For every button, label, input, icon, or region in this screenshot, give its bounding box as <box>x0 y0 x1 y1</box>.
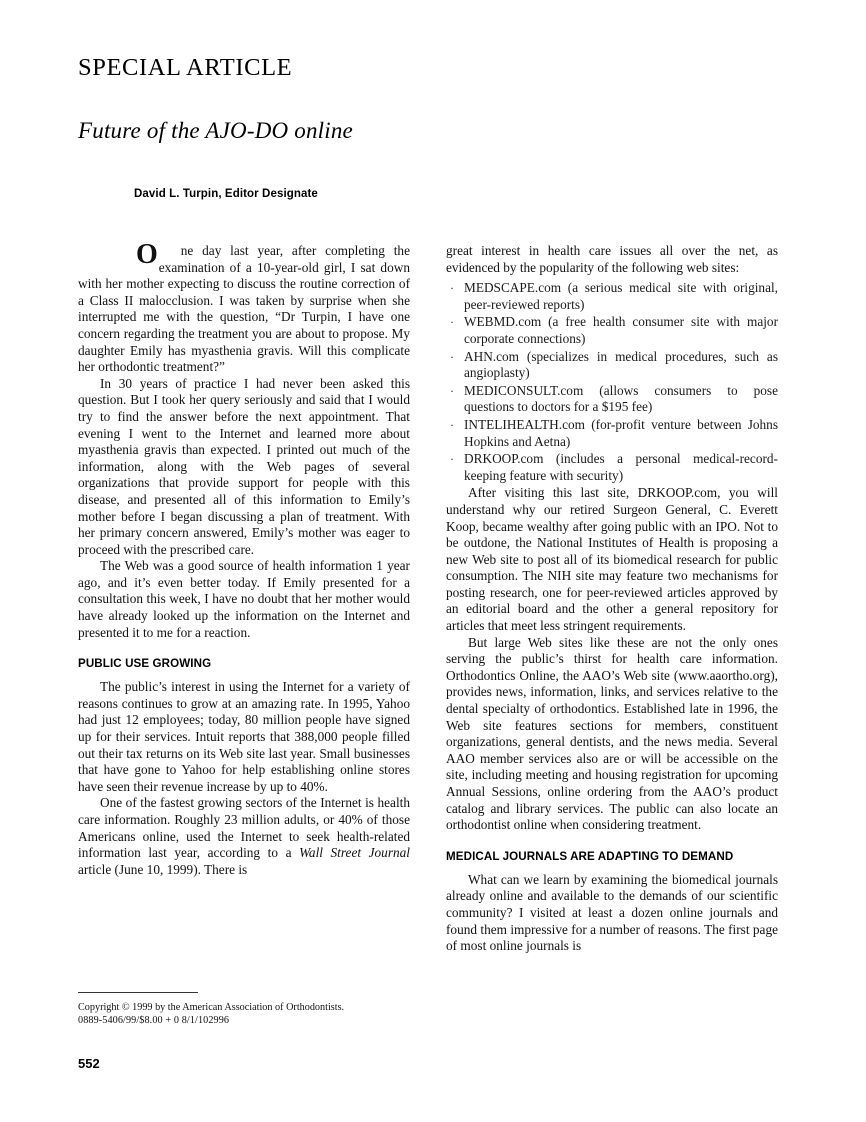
paragraph-with-citation <box>78 795 410 878</box>
article-title: Future of the AJO-DO online <box>78 118 353 143</box>
paragraph: great interest in health care issues all over the net, as evidenced by the popularity of the following web sites: <box>446 243 778 275</box>
article-header <box>78 48 778 200</box>
paragraph-opening-text: ne day last year, after completing the examination of a 10-year-old girl, I sat down with her mother expecting to discuss the routine correction of a Class II malocclusion. I was taken by surprise when she interrupted me with the question, “Dr Turpin, I have one concern regarding the treatment you are about to propose. My daughter Emily has myasthenia gravis. Will this complicate her orthodontic treatment?” <box>78 243 410 375</box>
paragraph-text-b: article (June 10, 1999). There is <box>78 861 248 877</box>
copyright-text: Copyright © 1999 by the American Association of Orthodontists. <box>78 1002 345 1013</box>
subheading-public-use-growing: PUBLIC USE GROWING <box>78 657 212 671</box>
list-item <box>446 349 778 382</box>
bullet-icon: · <box>450 281 454 296</box>
list-item <box>446 314 778 347</box>
list-item-label: MEDICONSULT.com (allows consumers to pose questions to doctors for a $195 fee) <box>464 382 778 415</box>
list-item <box>446 383 778 416</box>
issn-text: 0889-5406/99/$8.00 + 0 8/1/102996 <box>78 1015 230 1026</box>
bullet-icon: · <box>450 383 454 398</box>
author-byline: David L. Turpin, Editor Designate <box>134 188 318 200</box>
website-list <box>446 280 778 484</box>
list-item-label: WEBMD.com (a free health consumer site with major corporate connections) <box>464 314 778 346</box>
bullet-icon: · <box>450 349 454 364</box>
drop-cap: O <box>136 239 158 270</box>
footer-rule <box>78 992 198 993</box>
list-item <box>446 417 778 450</box>
list-item-label: MEDSCAPE.com (a serious medical site with original, peer-reviewed reports) <box>464 280 778 312</box>
list-item-label: INTELIHEALTH.com (for-profit venture between Johns Hopkins and Aetna) <box>464 416 778 449</box>
paragraph-text-a: One of the fastest growing sectors of the Internet is health care information. Roughly 23 million adults, or 40% of those Americans online, used the Internet to seek health-related information last year, according to a <box>78 795 410 861</box>
bullet-icon: · <box>450 417 454 432</box>
page-number: 552 <box>78 1056 100 1071</box>
bullet-icon: · <box>450 452 454 467</box>
bullet-icon: · <box>450 315 454 330</box>
paragraph: The Web was a good source of health information 1 year ago, and it’s even better today. If Emily presented for a consultation this week, I have no doubt that her mother would have already looked up the information on the Internet and presented it to me for a reaction. <box>78 558 410 640</box>
list-item <box>446 280 778 313</box>
paragraph: What can we learn by examining the biomedical journals already online and available to the demands of our scientific community? I visited at least a dozen online journals and found them impressive for a number of reasons. The first page of most online journals is <box>446 871 778 954</box>
paragraph: The public’s interest in using the Internet for a variety of reasons continues to grow at an amazing rate. In 1995, Yahoo had just 12 employees; today, 80 million people have signed up for their services. Intuit reports that 388,000 people filled out their tax returns on its Web site last year. Small businesses that have gone to Yahoo for help establishing online stores have seen their revenue increase by up to 40%. <box>78 679 410 794</box>
section-label: SPECIAL ARTICLE <box>78 54 293 81</box>
left-column <box>78 239 410 955</box>
paragraph: In 30 years of practice I had never been asked this question. But I took her query seriously and said that I would try to find the answer before the next appointment. That evening I went to the Internet and learned more about myasthenia gravis than expected. I printed out much of the information, along with the Web pages of several organizations that provide support for people with this disease, and presented all of this information to Emily’s mother before I began discussing a plan of treatment. With her primary concern answered, Emily’s mother was eager to proceed with the prescribed care. <box>78 375 410 557</box>
right-column <box>446 243 778 955</box>
list-item <box>446 451 778 484</box>
list-item-label: DRKOOP.com (includes a personal medical-record-keeping feature with security) <box>464 451 778 483</box>
paragraph: After visiting this last site, DRKOOP.com, you will understand why our retired Surgeon General, C. Everett Koop, became wealthy after going public with an IPO. Not to be outdone, the National Institutes of Health is proposing a new Web site to post all of its biomedical research for public consumption. The NIH site may feature two mechanisms for posting research, one for peer-reviewed articles approved by an editorial board and the other a general repository for articles that meet less stringent requirements. <box>446 485 778 634</box>
list-item-label: AHN.com (specializes in medical procedures, such as angioplasty) <box>464 348 778 381</box>
article-body <box>78 239 778 955</box>
journal-citation: Wall Street Journal <box>299 845 410 861</box>
subheading-medical-journals: MEDICAL JOURNALS ARE ADAPTING TO DEMAND <box>446 849 734 863</box>
footer-notice <box>78 992 410 1027</box>
paragraph-opening <box>78 239 410 376</box>
paragraph: But large Web sites like these are not the only ones serving the public’s thirst for health care information. Orthodontics Online, the AAO’s Web site (www.aaortho.org), provides news, information, links, and services relative to the dental specialty of orthodontics. Established late in 1996, the Web site features sections for members, constituent organizations, general dentists, and the news media. Several AAO member services also are or will be accessible on the site, including meeting and housing registration for upcoming Annual Sessions, online ordering from the AAO’s product catalog and library services. The public can also locate an orthodontist online when considering treatment. <box>446 634 778 833</box>
